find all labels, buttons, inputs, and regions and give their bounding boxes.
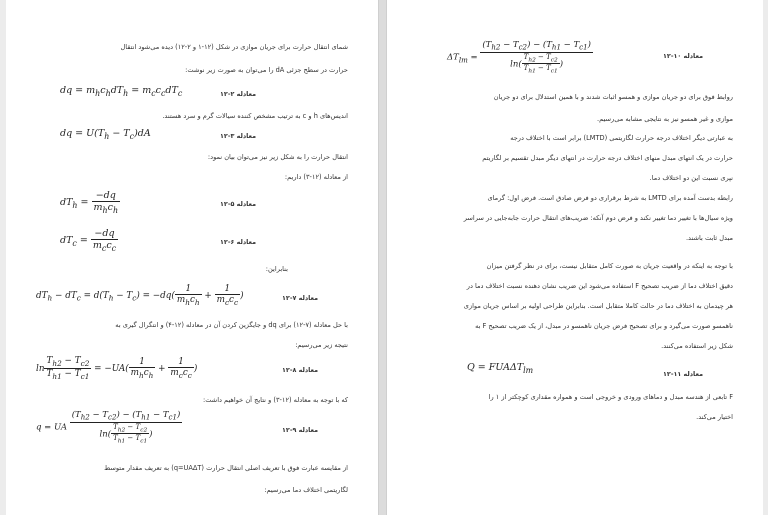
left-p2: اندیس‌های h و c به ترتیب مشخص کننده سیالات گرم و سرد هستند. xyxy=(162,112,348,120)
left-p3-line1: انتقال حرارت را به شکل زیر نیز می‌توان بیان نمود: xyxy=(207,153,348,161)
left-p5-line2: نتیجه زیر می‌رسیم: xyxy=(295,341,348,349)
right-p5-line1: F تابعی از هندسه مبدل و دماهای ورودی و خروجی است و همواره مقداری کوچکتر از ۱ را xyxy=(488,393,733,401)
equation-number: معادله ۲-۱۲ xyxy=(220,90,257,98)
right-p2-line3: نپری نسبت این دو اختلاف دما. xyxy=(649,174,733,182)
equation-7-12: $dT_h - dT_c = d(T_h - T_c) = -dq$( $\frac{1}{m_hc_h}$ + $\frac{1}{m_cc_c}$ ) xyxy=(36,284,244,307)
right-p2-line1: به عبارتی دیگر اختلاف درجه حرارت لگاریتمی (LMTD) برابر است با اختلاف درجه xyxy=(510,134,733,142)
equation-number: معادله ۵-۱۲ xyxy=(220,200,257,208)
right-p4-line1: با توجه به اینکه در واقعیت جریان به صورت کامل متقابل نیست، برای در نظر گرفتن میزان xyxy=(486,262,733,270)
left-p7-line2: لگاریتمی اختلاف دما می‌رسیم: xyxy=(264,486,348,494)
equation-10-12: $\Delta T_{lm}$ = $(T_{h2} - T_{c2}) - (T_{h1} - T_{c1})$ ln( $\frac{T_{h2} - T_{c2}}{T_{h1} - T_{c1}}$ ) xyxy=(447,40,591,75)
right-p4-line3: هر چیدمان به اختلاف دما در حالت کاملا متقابل است. بنابراین طراحی اولیه بر اساس جریان موازی xyxy=(463,302,733,310)
equation-3-12: dq = $U(T_h - T_c)dA$ xyxy=(60,128,151,141)
left-page xyxy=(6,0,379,515)
left-p1-line1: شمای انتقال حرارت برای جریان موازی در شکل (۱۲-۱ و ۲-۱۲) دیده می‌شود انتقال xyxy=(120,43,348,51)
equation-number: معادله ۹-۱۲ xyxy=(282,426,319,434)
right-p3-line1: رابطه بدست آمده برای LMTD به شرط برقراری دو فرض صادق است. فرض اول: گرمای xyxy=(487,194,733,202)
right-p2-line2: حرارت در یک انتهای مبدل منهای اختلاف درجه حرارت در انتهای دیگر مبدل تقسیم بر لگاریتم xyxy=(482,154,733,162)
right-p4-line2: دقیق اختلاف دما از ضریب تصحیح F استفاده می‌شود این ضریب نشان دهنده نسبت اختلاف دما در xyxy=(466,282,733,290)
equation-9-12: q = UA $(T_{h2} - T_{c2}) - (T_{h1} - T_{c1})$ ln( $\frac{T_{h2} - T_{c2}}{T_{h1} - T_{c1}}$ ) xyxy=(36,410,181,445)
right-p1-line2: موازی و غیر همسو نیز به نتایجی مشابه می‌رسیم. xyxy=(597,115,733,123)
equation-number: معادله ۳-۱۲ xyxy=(220,132,257,140)
right-p3-line2: ویژه سیال‌ها با تغییر دما تغییر نکند و فرض دوم آنکه: ضریب‌های انتقال حرارت جابه‌جایی در سراسر xyxy=(463,214,733,222)
left-p6: که با توجه به معادله (۱۲-۳) و نتایج آن خواهیم داشت: xyxy=(202,396,348,404)
equation-11-12: $Q = FUA\Delta T_{lm}$ xyxy=(467,362,534,375)
right-p4-line4: ناهمسو صورت می‌گیرد و برای تصحیح فرض جریان ناهمسو در مبدل، از یک ضریب تصحیح F به xyxy=(475,322,733,330)
left-p3-line2: از معادله (۱۲-۳) داریم: xyxy=(284,173,348,181)
equation-2-12: dq = $m_hc_hdT_h = m_cc_cdT_c$ xyxy=(60,85,183,98)
right-page xyxy=(386,0,763,515)
left-p1-line2: حرارت در سطح جزئی dA را می‌توان به صورت زیر نوشت: xyxy=(185,66,348,74)
left-p7-line1: از مقایسه عبارت فوق با تعریف اصلی انتقال حرارت (q=UAΔT) به تعریف مقدار متوسط xyxy=(104,464,348,472)
equation-number: معادله ۷-۱۲ xyxy=(282,294,319,302)
equation-number: معادله ۶-۱۲ xyxy=(220,238,257,246)
page-gutter xyxy=(378,0,386,515)
equation-number: معادله ۱۰-۱۲ xyxy=(663,52,704,60)
right-p3-line3: مبدل ثابت باشند. xyxy=(685,234,733,242)
equation-8-12: ln $\frac{T_{h2} - T_{c2}}{T_{h1} - T_{c1}}$ = −UA( $\frac{1}{m_hc_h}$ + $\frac{1}{m_cc_c}$ ) xyxy=(36,356,198,381)
left-p5-line1: با حل معادله (۷-۱۲) برای dq و جایگزین کردن آن در معادله (۱۲-۴) و انتگرال گیری به xyxy=(115,321,348,329)
right-p1-line1: روابط فوق برای دو جریان موازی و همسو اثبات شدند و با همین استدلال برای دو جریان xyxy=(493,93,733,101)
left-p4: بنابراین: xyxy=(265,265,288,273)
equation-number: معادله ۸-۱۲ xyxy=(282,366,319,374)
right-p5-line2: اختیار می‌کند. xyxy=(696,413,733,421)
equation-6-12: $dT_c$ = $\frac{-dq}{m_cc_c}$ xyxy=(60,228,117,253)
right-p4-line5: شکل زیر استفاده می‌کنند. xyxy=(661,342,733,350)
equation-number: معادله ۱۱-۱۲ xyxy=(663,370,704,378)
equation-5-12: $dT_h$ = $\frac{-dq}{m_hc_h}$ xyxy=(60,190,119,215)
